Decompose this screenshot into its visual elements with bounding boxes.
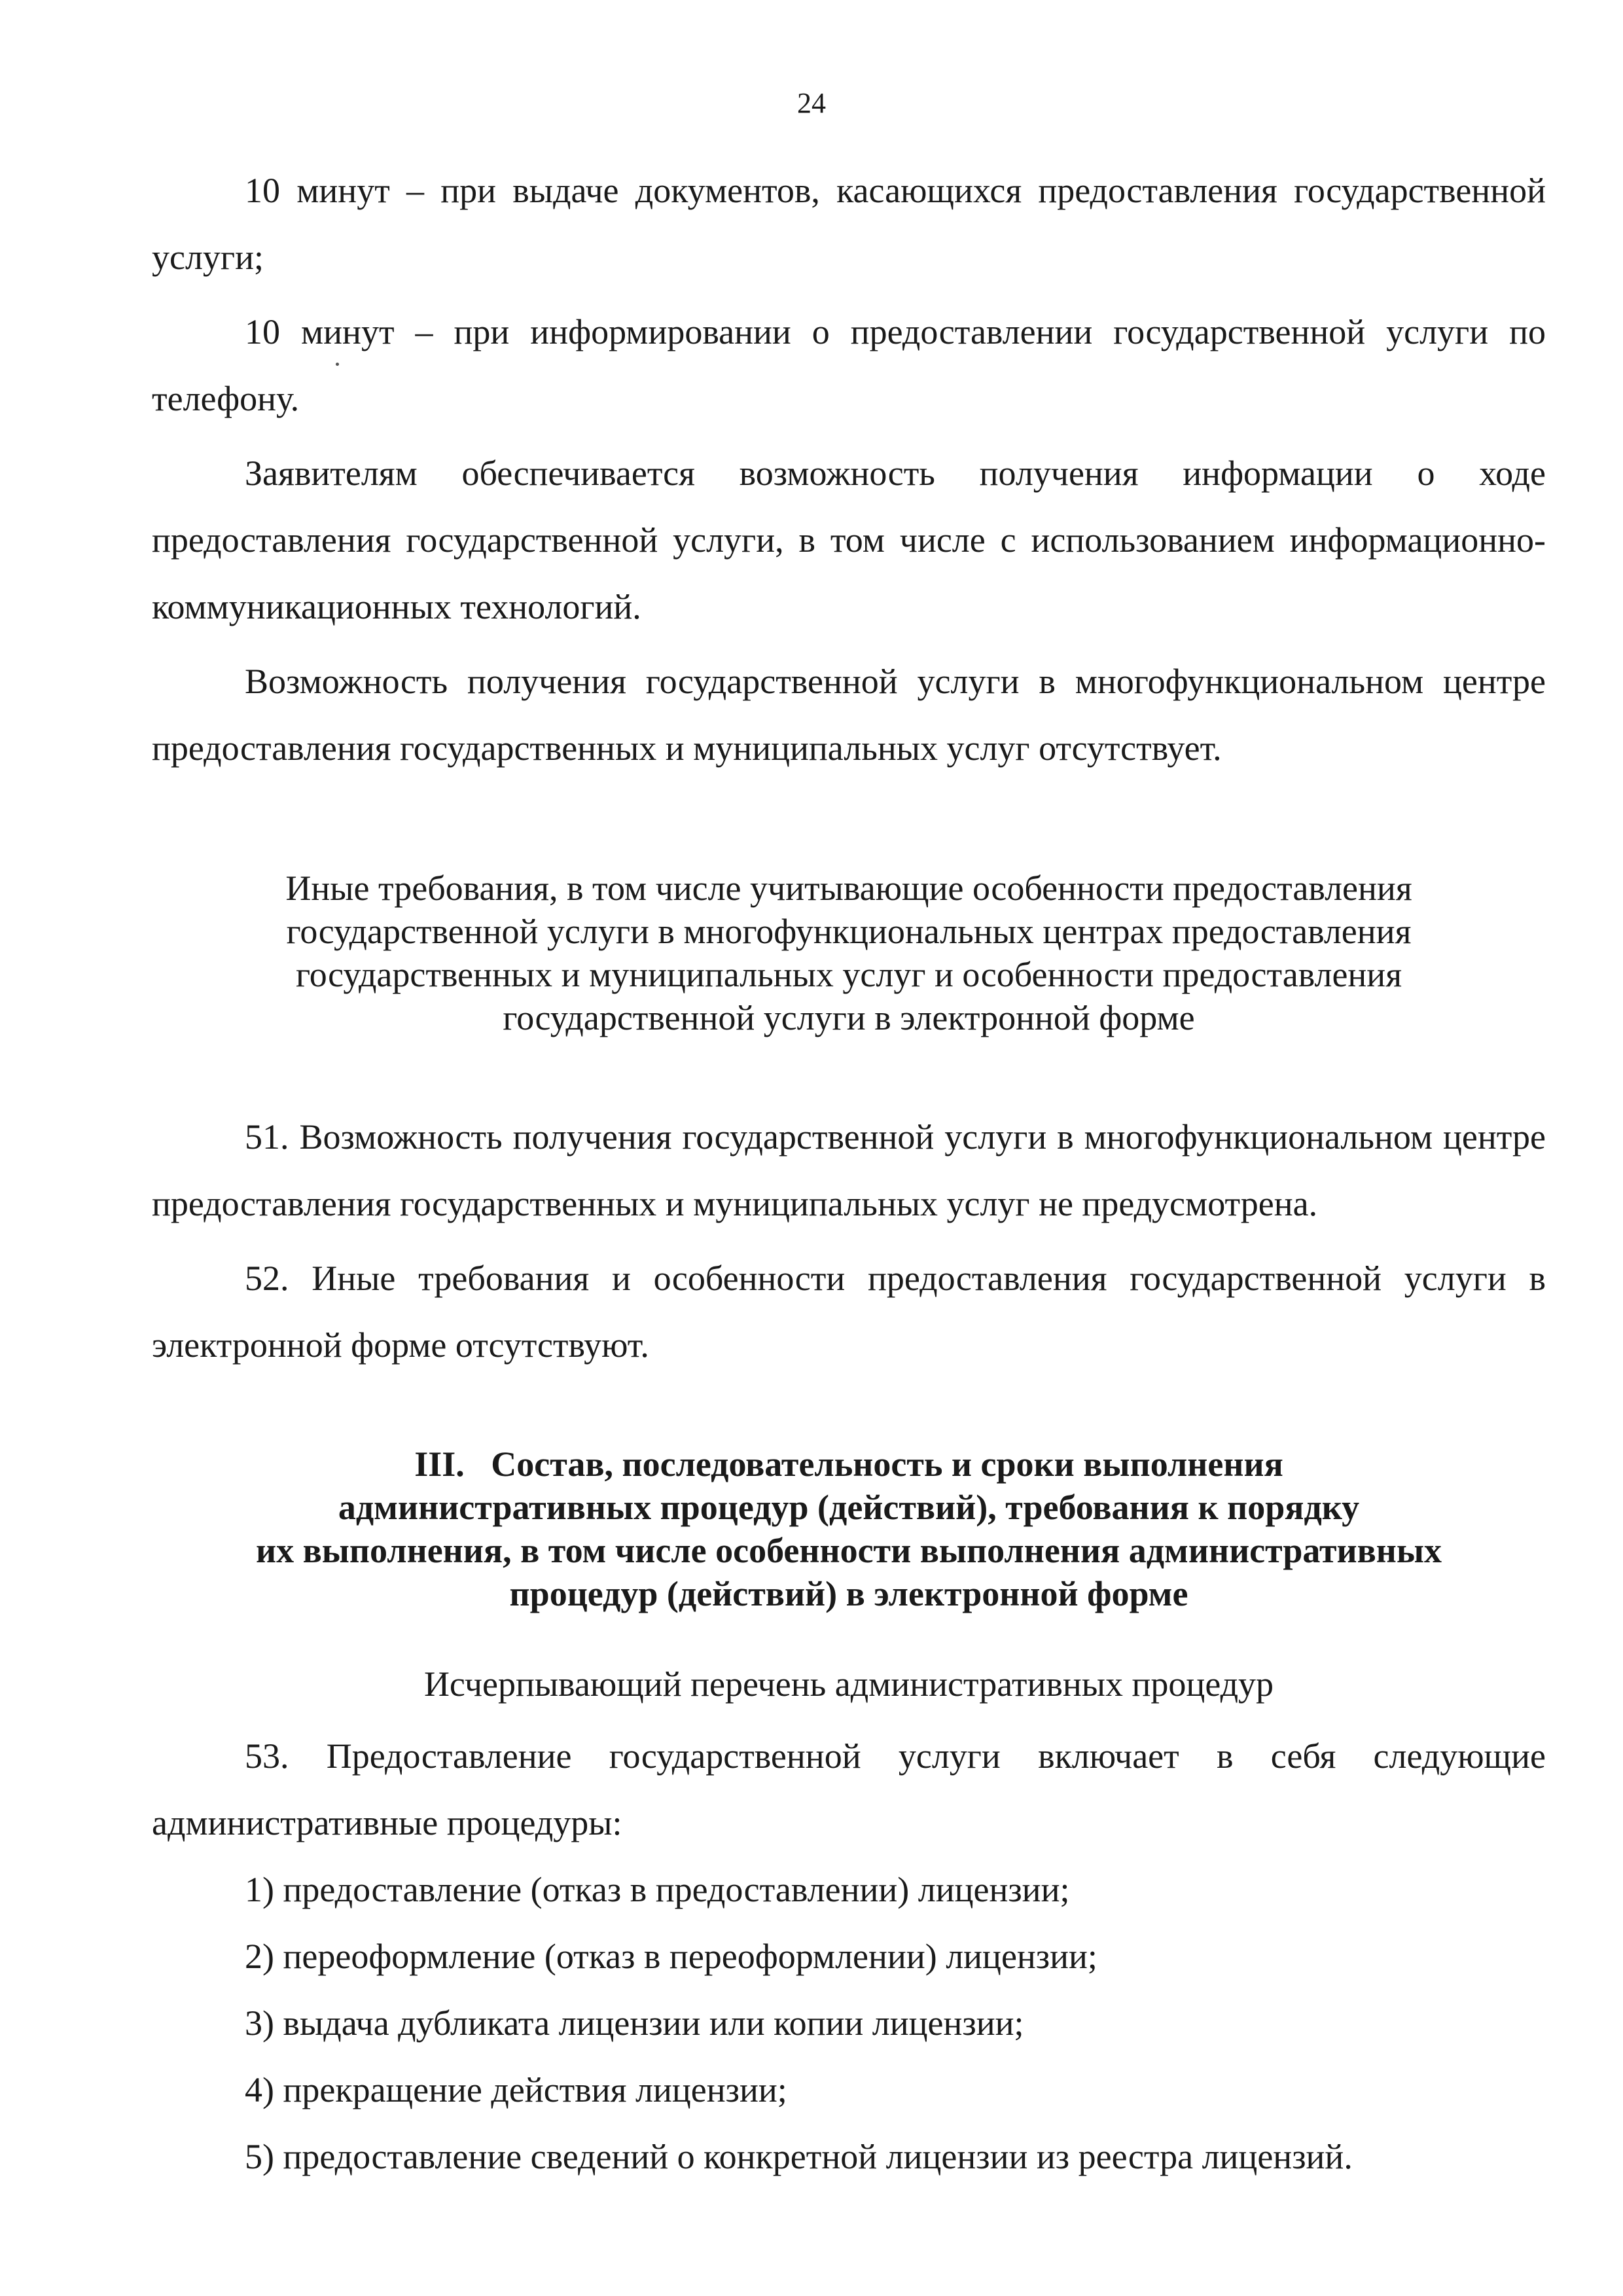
paragraph-52: 52. Иные требования и особенности предоставления государственной услуги в электронной форме отсутствуют. xyxy=(152,1259,1546,1365)
heading-line: процедур (действий) в электронной форме xyxy=(509,1574,1188,1613)
list-item: 5) предоставление сведений о конкретной лицензии из реестра лицензий. xyxy=(245,2137,1353,2176)
procedures-list xyxy=(152,1856,1546,2190)
heading-line: государственной услуги в многофункциональных центрах предоставления xyxy=(286,912,1412,951)
paragraph-issuance-time: 10 минут – при выдаче документов, касающихся предоставления государственной услуги; xyxy=(152,171,1546,277)
paragraph-53: 53. Предоставление государственной услуги включает в себя следующие административные процедуры: xyxy=(152,1736,1546,1842)
paragraph-phone-time: 10 минут – при информировании о предоставлении государственной услуги по телефону. xyxy=(152,312,1546,418)
heading-other-requirements xyxy=(152,867,1546,1039)
heading-line: государственной услуги в электронной форме xyxy=(503,998,1195,1037)
heading-line: III. Состав, последовательность и сроки выполнения xyxy=(414,1444,1283,1484)
heading-line: административных процедур (действий), требования к порядку xyxy=(338,1488,1360,1527)
list-item: 1) предоставление (отказ в предоставлении) лицензии; xyxy=(245,1870,1070,1909)
heading-line: государственных и муниципальных услуг и особенности предоставления xyxy=(295,955,1402,994)
list-item: 4) прекращение действия лицензии; xyxy=(245,2070,787,2109)
page-content xyxy=(152,157,1546,2190)
heading-section-three xyxy=(152,1443,1546,1615)
list-item: 2) переоформление (отказ в переоформлении) лицензии; xyxy=(245,1937,1097,1976)
page-number: 24 xyxy=(797,87,826,119)
paragraph-progress-info: Заявителям обеспечивается возможность получения информации о ходе предоставления государственной услуги, в том числе с использованием информационно-коммуникационных технологий. xyxy=(152,454,1546,626)
paragraph-mfc-absent: Возможность получения государственной услуги в многофункциональном центре предоставления государственных и муниципальных услуг отсутствует. xyxy=(152,662,1546,768)
heading-line: их выполнения, в том числе особенности выполнения административных xyxy=(255,1531,1442,1570)
heading-line: Иные требования, в том числе учитывающие особенности предоставления xyxy=(285,869,1412,908)
paragraph-51: 51. Возможность получения государственной услуги в многофункциональном центре предоставления государственных и муниципальных услуг не предусмотрена. xyxy=(152,1117,1546,1223)
list-item: 3) выдача дубликата лицензии или копии лицензии; xyxy=(245,2003,1024,2043)
subheading-procedures-list: Исчерпывающий перечень административных процедур xyxy=(423,1664,1274,1704)
